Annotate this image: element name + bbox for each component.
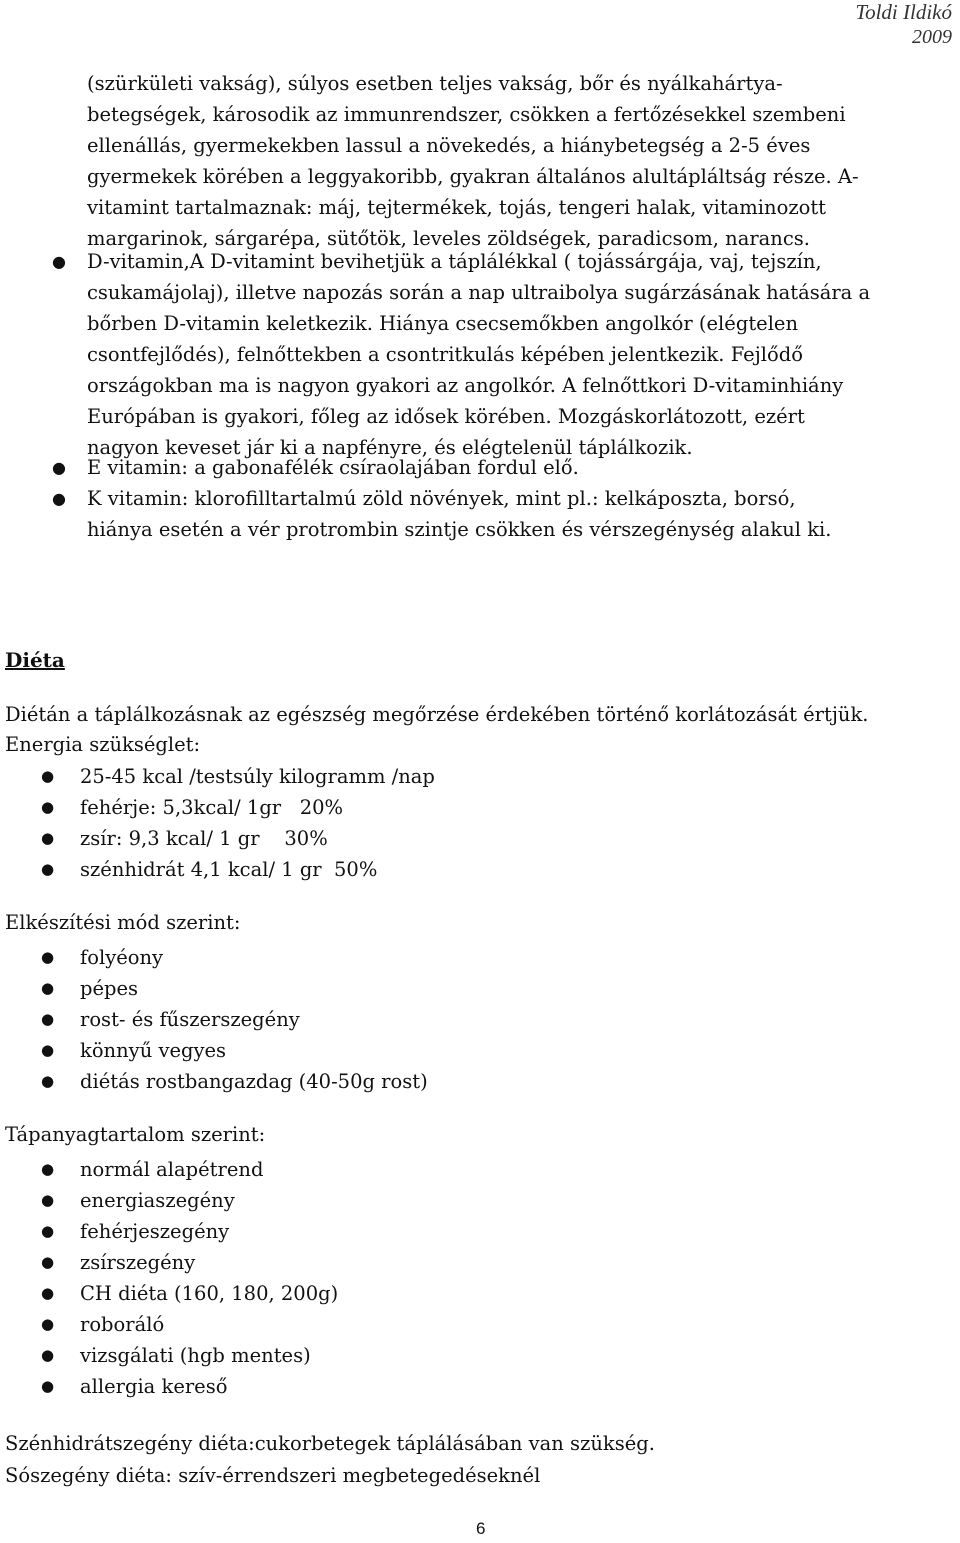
bullet-icon: ● — [41, 1315, 55, 1333]
list-item-text: roboráló — [80, 1313, 165, 1336]
bullet-icon: ● — [41, 1284, 55, 1302]
prep-label: Elkészítési mód szerint: — [5, 911, 241, 934]
list-item-text: energiaszegény — [80, 1189, 235, 1212]
text-line: csukamájolaj), illetve napozás során a nap ultraibolya sugárzásának hatására a — [87, 281, 871, 304]
list-item-text: CH diéta (160, 180, 200g) — [80, 1282, 339, 1305]
list-item — [0, 1309, 338, 1340]
text-line: betegségek, károsodik az immunrendszer, csökken a fertőzésekkel szembeni — [87, 103, 846, 126]
text-line: margarinok, sárgarépa, sütőtök, leveles zöldségek, paradicsom, narancs. — [87, 227, 810, 250]
list-item — [0, 973, 428, 1004]
bullet-icon: ● — [41, 1010, 55, 1028]
list-item — [0, 1371, 338, 1402]
a-vitamin-paragraph — [87, 68, 959, 254]
text-line: gyermekek körében a leggyakoribb, gyakran általános alultápláltság része. A- — [87, 165, 859, 188]
bullet-icon: ● — [41, 1041, 55, 1059]
list-item-text: vizsgálati (hgb mentes) — [80, 1344, 311, 1367]
bullet-icon: ● — [41, 979, 55, 997]
page-number: 6 — [476, 1519, 486, 1538]
text-line: K vitamin: klorofilltartalmú zöld növények, mint pl.: kelkáposzta, borsó, — [87, 487, 796, 510]
text-line: D-vitamin,A D-vitamint bevihetjük a táplálékkal ( tojássárgája, vaj, tejszín, — [87, 250, 822, 273]
list-item-text: allergia kereső — [80, 1375, 228, 1398]
list-item — [0, 792, 435, 823]
list-item — [0, 823, 435, 854]
bullet-icon: ● — [41, 767, 55, 785]
text-line: hiánya esetén a vér protrombin szintje csökken és vérszegénység alakul ki. — [87, 518, 832, 541]
list-item-text: 25-45 kcal /testsúly kilogramm /nap — [80, 765, 435, 788]
list-item — [0, 1216, 338, 1247]
list-item — [0, 761, 435, 792]
bullet-icon: ● — [41, 1222, 55, 1240]
text-line: csontfejlődés), felnőttekben a csontritkulás képében jelentkezik. Fejlődő — [87, 343, 803, 366]
bullet-icon: ● — [41, 948, 55, 966]
list-item-text: diétás rostbangazdag (40-50g rost) — [80, 1070, 428, 1093]
list-item-text: normál alapétrend — [80, 1158, 264, 1181]
text-line: országokban ma is nagyon gyakori az angolkór. A felnőttkori D-vitaminhiány — [87, 374, 844, 397]
bullet-icon: ● — [41, 1191, 55, 1209]
bullet-icon: ● — [52, 252, 66, 271]
bullet-icon: ● — [41, 1253, 55, 1271]
bullet-icon: ● — [52, 489, 66, 508]
carb-line: Szénhidrátszegény diéta:cukorbetegek táplálásában van szükség. — [5, 1432, 655, 1455]
list-item — [0, 1035, 428, 1066]
header-author: Toldi Ildikó — [855, 0, 952, 24]
d-vitamin-paragraph — [87, 246, 959, 463]
list-item-text: pépes — [80, 977, 139, 1000]
text-line: nagyon keveset jár ki a napfényre, és elégtelenül táplálkozik. — [87, 436, 693, 459]
prep-list — [0, 942, 428, 1097]
list-item — [0, 1154, 338, 1185]
dieta-intro: Diétán a táplálkozásnak az egészség megőrzése érdekében történő korlátozását értjük. — [5, 703, 869, 726]
energy-label: Energia szükséglet: — [5, 733, 201, 756]
list-item-text: fehérje: 5,3kcal/ 1gr 20% — [80, 796, 344, 819]
list-item — [0, 1278, 338, 1309]
list-item — [0, 1247, 338, 1278]
list-item — [0, 1004, 428, 1035]
list-item-text: zsír: 9,3 kcal/ 1 gr 30% — [80, 827, 328, 850]
list-item-text: fehérjeszegény — [80, 1220, 230, 1243]
nutrient-label: Tápanyagtartalom szerint: — [5, 1123, 266, 1146]
bullet-icon: ● — [52, 458, 66, 477]
text-line: vitamint tartalmaznak: máj, tejtermékek, tojás, tengeri halak, vitaminozott — [87, 196, 827, 219]
bullet-icon: ● — [41, 798, 55, 816]
page-header — [855, 0, 952, 50]
bullet-icon: ● — [41, 1072, 55, 1090]
bullet-icon: ● — [41, 1346, 55, 1364]
list-item-text: zsírszegény — [80, 1251, 196, 1274]
list-item-text: szénhidrát 4,1 kcal/ 1 gr 50% — [80, 858, 378, 881]
list-item — [0, 1185, 338, 1216]
header-year: 2009 — [912, 26, 952, 48]
k-vitamin-paragraph — [87, 483, 959, 545]
list-item — [0, 942, 428, 973]
bullet-icon: ● — [41, 1160, 55, 1178]
salt-line: Sószegény diéta: szív-érrendszeri megbetegedéseknél — [5, 1464, 541, 1487]
section-heading-dieta: Diéta — [5, 648, 65, 672]
text-line: bőrben D-vitamin keletkezik. Hiánya csecsemőkben angolkór (elégtelen — [87, 312, 799, 335]
e-vitamin-paragraph — [87, 452, 959, 483]
text-line: Európában is gyakori, főleg az idősek körében. Mozgáskorlátozott, ezért — [87, 405, 805, 428]
list-item — [0, 1340, 338, 1371]
energy-list — [0, 761, 435, 885]
bullet-icon: ● — [41, 1377, 55, 1395]
list-item — [0, 854, 435, 885]
text-line: ellenállás, gyermekekben lassul a növekedés, a hiánybetegség a 2-5 éves — [87, 134, 811, 157]
list-item-text: folyéony — [80, 946, 164, 969]
text-line: (szürkületi vakság), súlyos esetben teljes vakság, bőr és nyálkahártya- — [87, 72, 783, 95]
bullet-icon: ● — [41, 860, 55, 878]
bullet-icon: ● — [41, 829, 55, 847]
list-item — [0, 1066, 428, 1097]
nutrient-list — [0, 1154, 338, 1402]
text-line: E vitamin: a gabonafélék csíraolajában fordul elő. — [87, 456, 579, 479]
list-item-text: könnyű vegyes — [80, 1039, 227, 1062]
list-item-text: rost- és fűszerszegény — [80, 1008, 300, 1031]
